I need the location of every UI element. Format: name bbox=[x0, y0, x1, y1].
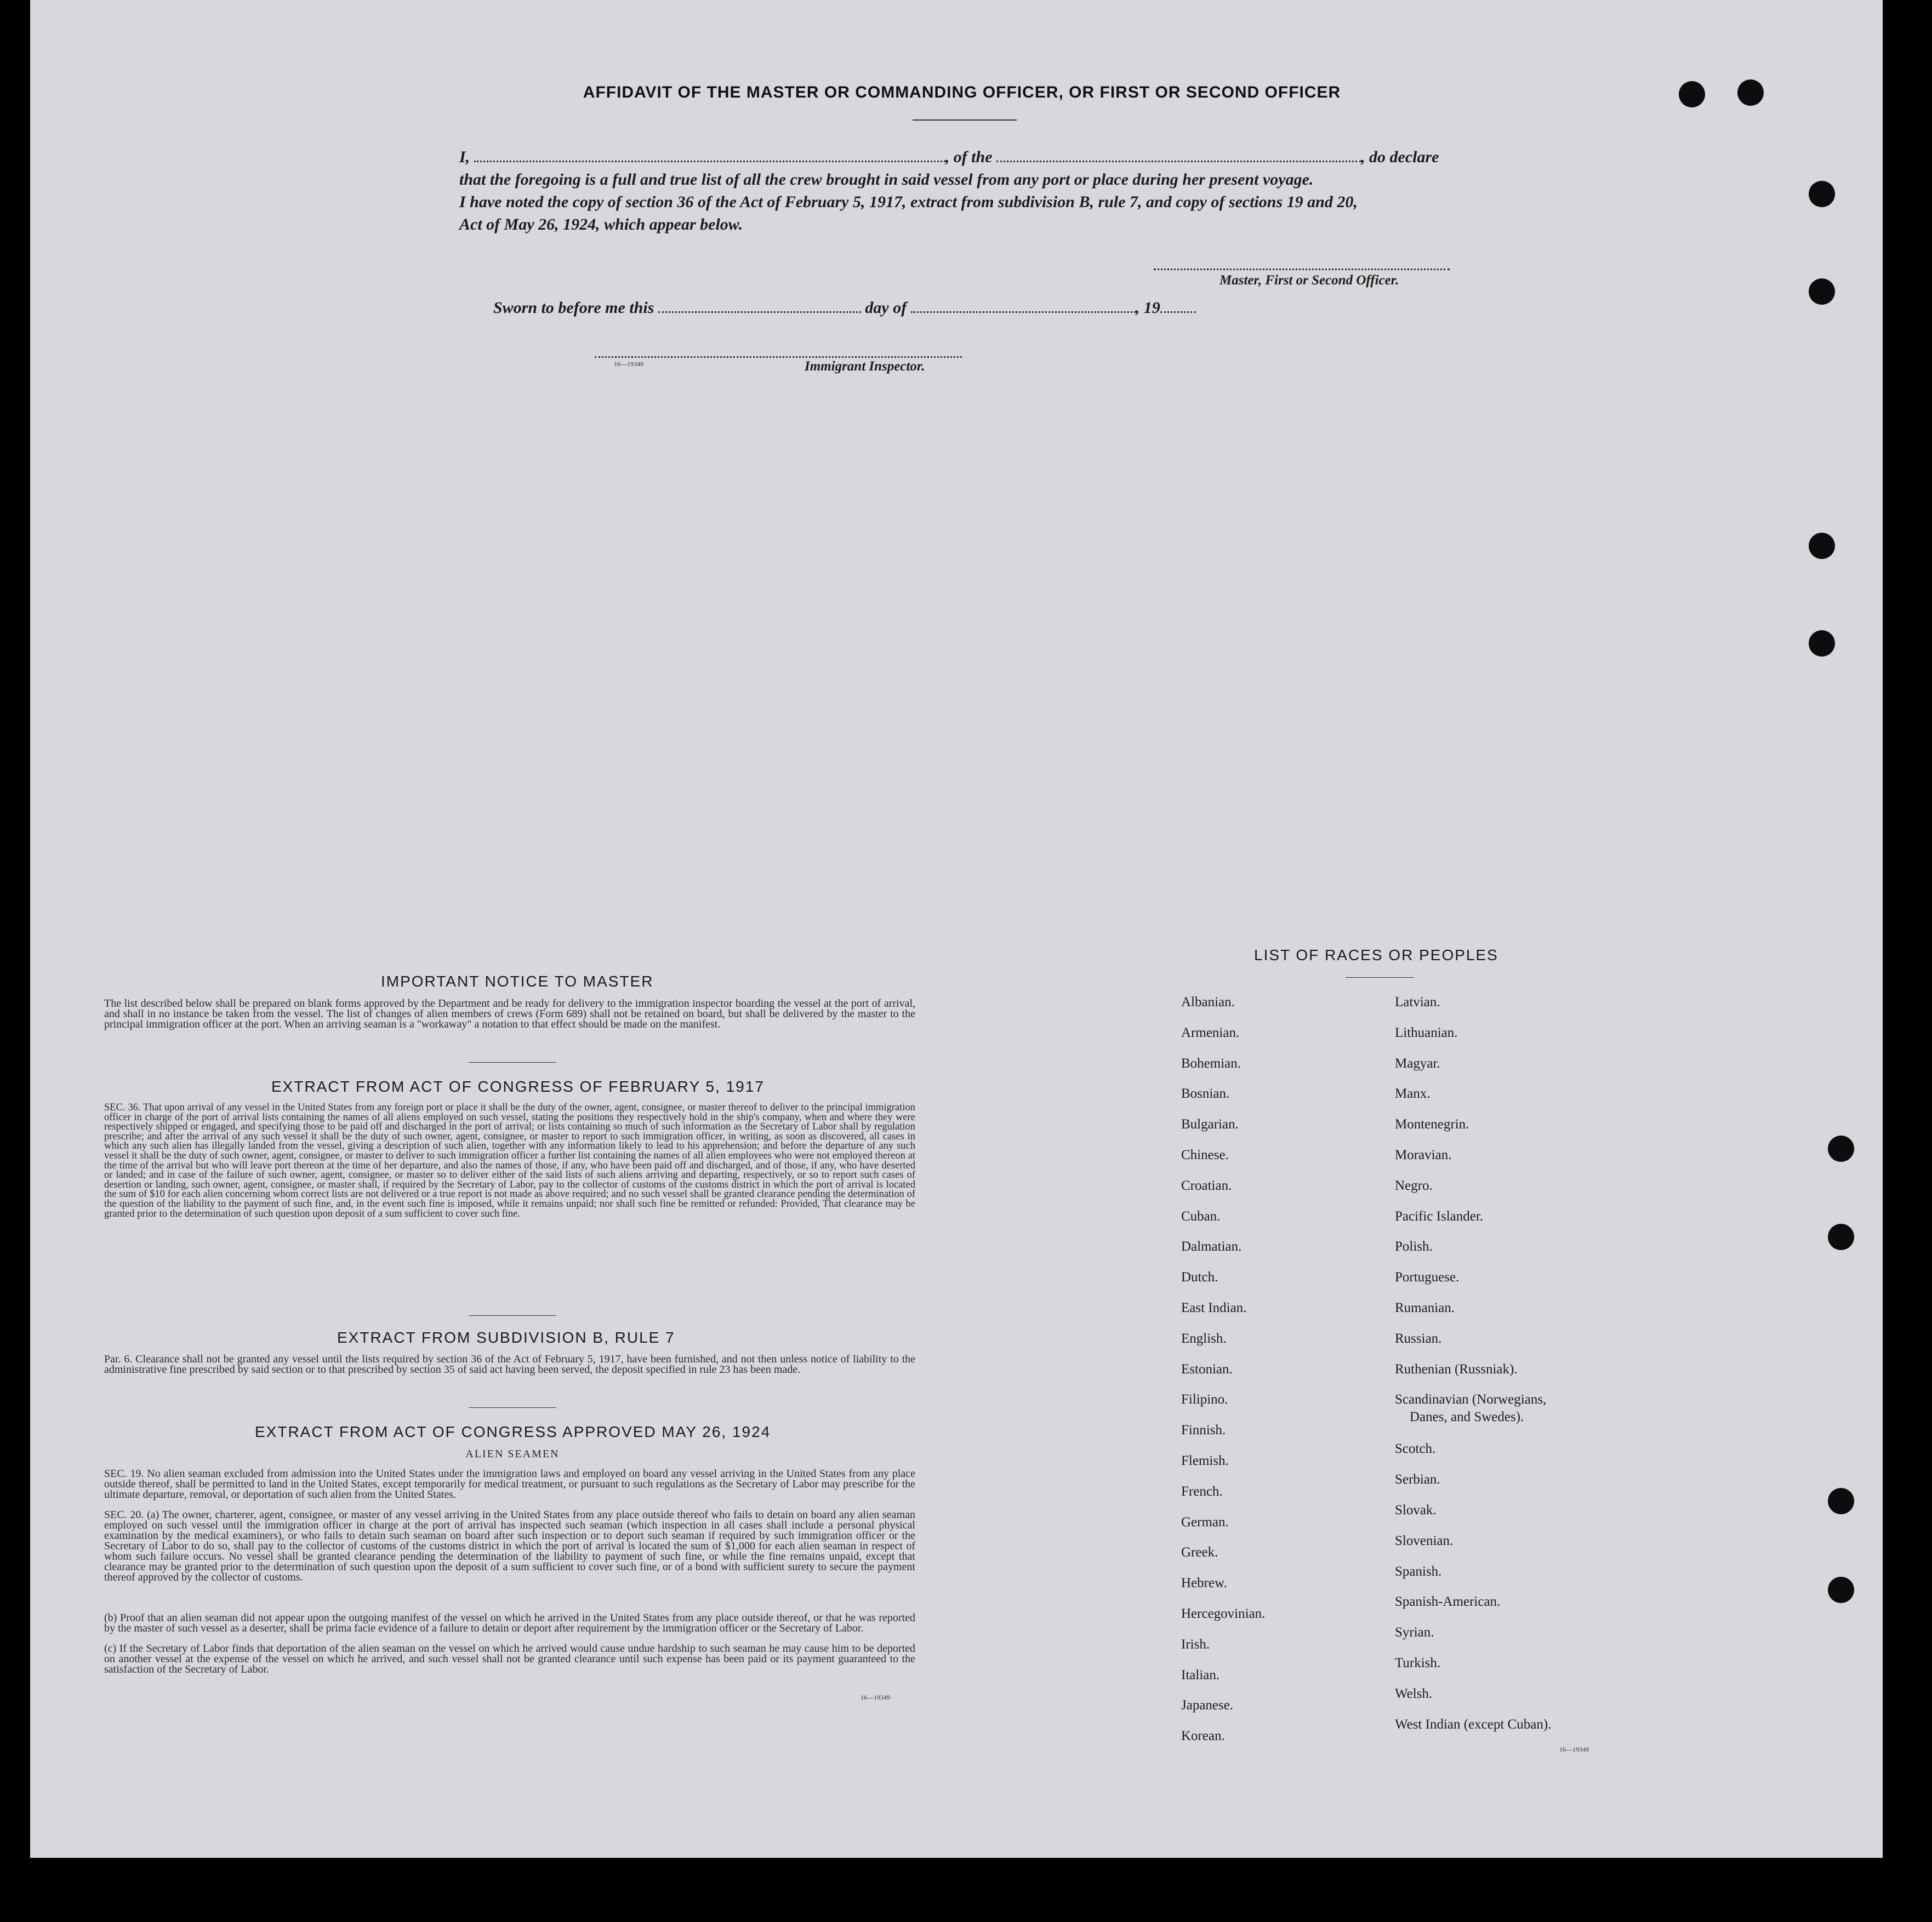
master-signature-label: Master, First or Second Officer. bbox=[1219, 273, 1399, 288]
race-item: Dutch. bbox=[1181, 1270, 1218, 1285]
sworn-day-field[interactable] bbox=[658, 311, 861, 313]
race-item: Lithuanian. bbox=[1395, 1025, 1458, 1040]
binder-hole bbox=[1828, 1577, 1854, 1603]
race-item: Scotch. bbox=[1395, 1441, 1436, 1457]
section-rule bbox=[469, 1062, 556, 1063]
race-item: Japanese. bbox=[1181, 1698, 1234, 1713]
rule7-text: Par. 6. Clearance shall not be granted any vessel until the lists required by section 36 of the Act of February 5, 1917, have been furnished, and not then unless notice of liability to the administrative fine prescribed by said section or to that prescribed by section 35 of said act having been served, the deposit specified in rule 23 has been made. bbox=[104, 1353, 915, 1376]
race-item: Manx. bbox=[1395, 1086, 1431, 1102]
affidavit-heading: AFFIDAVIT OF THE MASTER OR COMMANDING OFFICER, OR FIRST OR SECOND OFFICER bbox=[583, 83, 1341, 101]
race-item: Bosnian. bbox=[1181, 1086, 1230, 1102]
race-item: Serbian. bbox=[1395, 1472, 1440, 1487]
year-label: , 19 bbox=[1135, 299, 1160, 317]
race-item: Montenegrin. bbox=[1395, 1117, 1469, 1132]
race-item: Scandinavian (Norwegians, bbox=[1395, 1392, 1547, 1407]
race-item: Negro. bbox=[1395, 1178, 1433, 1193]
race-item: Cuban. bbox=[1181, 1208, 1221, 1224]
inspector-form-number: 16—19349 bbox=[614, 360, 643, 368]
declare-label: , do declare bbox=[1361, 148, 1439, 166]
race-item: Croatian. bbox=[1181, 1178, 1232, 1193]
race-item: Magyar. bbox=[1395, 1056, 1440, 1071]
inspector-label: Immigrant Inspector. bbox=[805, 359, 925, 374]
day-of-label: day of bbox=[865, 299, 907, 317]
binder-hole bbox=[1809, 630, 1835, 657]
race-item: Hercegovinian. bbox=[1181, 1606, 1266, 1621]
race-item: Portuguese. bbox=[1395, 1270, 1460, 1285]
binder-hole bbox=[1809, 278, 1835, 305]
race-item: Pacific Islander. bbox=[1395, 1208, 1484, 1224]
race-item: Spanish. bbox=[1395, 1564, 1442, 1579]
vessel-name-field[interactable] bbox=[996, 161, 1361, 162]
declarant-label: I, bbox=[459, 148, 470, 166]
affidavit-line-2: that the foregoing is a full and true list of all the crew brought in said vessel from any port or place during her present voyage. bbox=[459, 170, 1314, 189]
race-item: Italian. bbox=[1181, 1667, 1220, 1683]
race-item: Ruthenian (Russniak). bbox=[1395, 1361, 1518, 1377]
race-item: Korean. bbox=[1181, 1729, 1225, 1744]
extract-1924-heading: EXTRACT FROM ACT OF CONGRESS APPROVED MAY 26, 1924 bbox=[255, 1423, 771, 1440]
sec20c-text: (c) If the Secretary of Labor finds that deportation of the alien seaman on the vessel on which he arrived would cause undue hardship to such seaman he may cause him to be deported on another vessel at the expense of the vessel on which he arrived, and such vessel shall not be granted clearance until such expense has been paid or its payment guaranteed to the satisfaction of the Secretary of Labor. bbox=[104, 1642, 915, 1675]
race-item: Finnish. bbox=[1181, 1423, 1226, 1438]
races-heading: LIST OF RACES OR PEOPLES bbox=[1254, 946, 1498, 963]
race-item: English. bbox=[1181, 1331, 1227, 1346]
race-item: West Indian (except Cuban). bbox=[1395, 1716, 1552, 1732]
race-item: East Indian. bbox=[1181, 1301, 1247, 1315]
affidavit-line-3: I have noted the copy of section 36 of the Act of February 5, 1917, extract from subdivision B, rule 7, and copy of sections 19 and 20, bbox=[459, 193, 1358, 211]
master-signature-field[interactable] bbox=[1154, 269, 1450, 270]
binder-hole bbox=[1809, 533, 1835, 559]
race-item: Greek. bbox=[1181, 1545, 1218, 1560]
binder-hole bbox=[1828, 1224, 1854, 1250]
race-item: Turkish. bbox=[1395, 1656, 1441, 1670]
race-item: Chinese. bbox=[1181, 1148, 1229, 1162]
race-item: Danes, and Swedes). bbox=[1410, 1410, 1524, 1425]
extract-1917-heading: EXTRACT FROM ACT OF CONGRESS OF FEBRUARY 5, 1917 bbox=[271, 1078, 765, 1095]
heading-rule bbox=[913, 119, 1017, 121]
race-item: Latvian. bbox=[1395, 995, 1440, 1010]
binder-hole bbox=[1809, 181, 1835, 207]
races-form-number: 16—19349 bbox=[1559, 1746, 1589, 1753]
race-item: Armenian. bbox=[1181, 1025, 1240, 1040]
vessel-label: , of the bbox=[945, 148, 993, 166]
race-item: Filipino. bbox=[1181, 1392, 1228, 1407]
extract-form-number: 16—19349 bbox=[860, 1693, 890, 1701]
extract-1917-text: SEC. 36. That upon arrival of any vessel in the United States from any foreign port or place it shall be the duty of the owner, agent, consignee, or master thereof to deliver to the principal immigration officer in charge of the port of arrival lists containing the names of all aliens employed on such vessel, stating the positions they respectively hold in the ship's company, when and where they were respectively shipped or engaged, and specifying those to be paid off and discharged in the port of arrival; or lists containing so much of such information as the Secretary of Labor shall by regulation prescribe; and after the arrival of any such vessel it shall be the duty of such owner, agent, consignee, or master to report to such immigration officer, in writing, as soon as discovered, all cases in which any such alien has illegally landed from the vessel, giving a description of such alien, together with any information likely to lead to his apprehension; and before the departure of any such vessel it shall be the duty of such owner, agent, consignee, or master to deliver to such immigration officer a further list containing the names of all alien employees who were not employed thereon at the time of the arrival but who will leave port thereon at the time of her departure, and also the names of those, if any, who have been paid off and discharged, and of those, if any, who have deserted or landed; and in case of the failure of such owner, agent, consignee, or master so to deliver either of the said lists of such aliens arriving and departing, respectively, or so to report such cases of desertion or landing, such owner, agent, consignee, or master shall, if required by the Secretary of Labor, pay to the collector of customs of the customs district in which the port of arrival is located the sum of $10 for each alien concerning whom correct lists are not delivered or a true report is not made as above required; and no such vessel shall be granted clearance pending the determination of the question of the liability to the payment of such fine, and, in the event such fine is imposed, while it remains unpaid; nor shall such fine be remitted or refunded: Provided, That clearance may be granted prior to the determination of such question upon deposit of a sum sufficient to cover such fine. bbox=[104, 1102, 915, 1219]
notice-text: The list described below shall be prepared on blank forms approved by the Department and be ready for delivery to the immigration inspector boarding the vessel at the port of arrival, and shall in no instance be taken from the vessel. The list of changes of alien members of crews (Form 689) shall not be retained on board, but shall be delivered by the master to the principal immigration officer at the port. When an arriving seaman is a "workaway" a notation to that effect should be made on the manifest. bbox=[104, 997, 915, 1030]
section-rule bbox=[469, 1407, 556, 1408]
race-item: Russian. bbox=[1395, 1331, 1442, 1346]
section-rule bbox=[1346, 977, 1414, 978]
race-item: Bohemian. bbox=[1181, 1056, 1241, 1071]
binder-hole bbox=[1828, 1136, 1854, 1162]
race-item: Rumanian. bbox=[1395, 1301, 1455, 1315]
declarant-name-field[interactable] bbox=[474, 161, 945, 162]
sworn-line bbox=[493, 299, 1196, 317]
race-item: Slovenian. bbox=[1395, 1533, 1454, 1548]
race-item: Albanian. bbox=[1181, 995, 1235, 1010]
sworn-month-field[interactable] bbox=[911, 311, 1136, 313]
notice-heading: IMPORTANT NOTICE TO MASTER bbox=[381, 973, 654, 990]
race-item: Polish. bbox=[1395, 1239, 1433, 1254]
alien-seamen-subheading: ALIEN SEAMEN bbox=[465, 1448, 560, 1460]
race-item: Slovak. bbox=[1395, 1503, 1437, 1518]
race-item: Welsh. bbox=[1395, 1686, 1433, 1701]
document-page bbox=[30, 0, 1883, 1858]
sworn-label: Sworn to before me this bbox=[493, 299, 654, 317]
race-item: Spanish-American. bbox=[1395, 1594, 1501, 1610]
affidavit-line-4: Act of May 26, 1924, which appear below. bbox=[459, 215, 743, 233]
race-item: Syrian. bbox=[1395, 1625, 1434, 1640]
race-item: French. bbox=[1181, 1484, 1223, 1499]
race-item: Irish. bbox=[1181, 1636, 1210, 1652]
race-item: Flemish. bbox=[1181, 1453, 1229, 1468]
race-item: German. bbox=[1181, 1514, 1229, 1530]
binder-hole bbox=[1828, 1488, 1854, 1514]
race-item: Estonian. bbox=[1181, 1361, 1233, 1377]
sworn-year-field[interactable] bbox=[1160, 311, 1196, 313]
inspector-signature-field[interactable] bbox=[595, 356, 962, 358]
sec20a-text: SEC. 20. (a) The owner, charterer, agent, consignee, or master of any vessel arriving in the United States from any place outside thereof who fails to detain on board any alien seaman employed on such vessel until the immigration officer in charge at the port of arrival has inspected such seaman (which inspection in all cases shall include a personal physical examination by the medical examiners), or who fails to detain such seaman on board after such inspection or to deport such seaman if required by such immigration officer or the Secretary of Labor to do so, shall pay to the collector of customs of the customs district in which the port of arrival is located the sum of $1,000 for each alien seaman in respect of whom such failure occurs. No vessel shall be granted clearance pending the determination of the liability to payment of such fine, or while the fine remains unpaid, except that clearance may be granted prior to the determination of such question upon the deposit of a sum sufficient to cover such fine, or of a bond with sufficient surety to secure the payment thereof approved by the collector of customs. bbox=[104, 1509, 915, 1583]
sec19-text: SEC. 19. No alien seaman excluded from admission into the United States under the immigration laws and employed on board any vessel arriving in the United States from any place outside thereof, shall be permitted to land in the United States, except temporarily for medical treatment, or pursuant to such regulations as the Secretary of Labor may prescribe for the ultimate departure, removal, or deportation of such alien from the United States. bbox=[104, 1468, 915, 1501]
race-item: Hebrew. bbox=[1181, 1576, 1227, 1591]
section-rule bbox=[469, 1315, 556, 1316]
race-item: Moravian. bbox=[1395, 1148, 1452, 1162]
race-item: Dalmatian. bbox=[1181, 1239, 1242, 1254]
affidavit-line-1 bbox=[459, 148, 1439, 167]
rule7-heading: EXTRACT FROM SUBDIVISION B, RULE 7 bbox=[337, 1329, 675, 1346]
race-item: Bulgarian. bbox=[1181, 1117, 1239, 1132]
sec20b-text: (b) Proof that an alien seaman did not appear upon the outgoing manifest of the vessel on which he arrived in the United States from any place outside thereof, or that he was reported by the master of such vessel as a deserter, shall be prima facie evidence of a failure to detain or deport after requirement by the immigration officer or the Secretary of Labor. bbox=[104, 1612, 915, 1634]
